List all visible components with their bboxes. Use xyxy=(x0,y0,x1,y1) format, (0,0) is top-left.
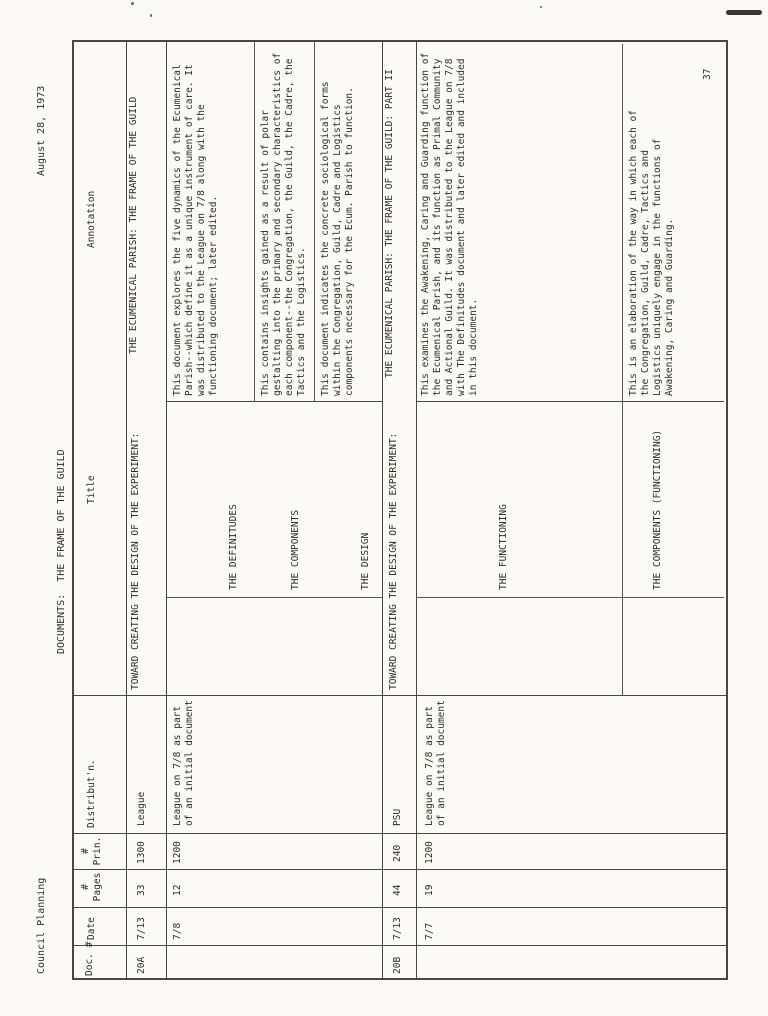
row-annotation: This document explores the five dynamics of the Ecumenical Parish--which define it as a unique instrument of care. It was distributed to the League on 7/8 along with the functioning document; later edited. xyxy=(172,64,219,396)
row-title: THE FUNCTIONING xyxy=(498,504,509,590)
scan-speck xyxy=(726,10,762,15)
doc-date: 7/13 xyxy=(392,917,403,940)
doc-number: 20B xyxy=(392,956,403,974)
doc-printed: 1300 xyxy=(136,841,147,864)
col-doc-header: Doc. # xyxy=(84,941,95,976)
col-prin-header: # Prin. xyxy=(80,836,103,866)
col-title-header: Title xyxy=(86,475,97,504)
row-title: THE COMPONENTS (FUNCTIONING) xyxy=(652,429,663,590)
sub-distribution: League on 7/8 as part of an initial document xyxy=(424,700,447,826)
col-pages-header: # Pages xyxy=(80,872,103,902)
sub-pages: 19 xyxy=(424,884,435,896)
section-heading-annotation: THE ECUMENICAL PARISH: THE FRAME OF THE GUILD xyxy=(128,96,139,354)
org-label: Council Planning xyxy=(36,877,47,974)
page-number: 37 xyxy=(702,68,713,80)
row-title: THE DEFINITUDES xyxy=(228,504,239,590)
doc-distribution: League xyxy=(136,791,147,826)
row-title: THE COMPONENTS xyxy=(290,509,301,590)
doc-date: 7/13 xyxy=(136,917,147,940)
doc-pages: 44 xyxy=(392,884,403,896)
section-heading-title: TOWARD CREATING THE DESIGN OF THE EXPERIMENT: xyxy=(388,432,399,690)
col-date-header: Date xyxy=(86,917,97,940)
sub-pages: 12 xyxy=(172,884,183,896)
row-annotation: This document indicates the concrete sociological forms within the Congregation, Guild, Cadre and Logistics components necessary for the Ecum. Parish to function. xyxy=(320,81,355,396)
doc-distribution: PSU xyxy=(392,808,403,826)
sub-printed: 1200 xyxy=(172,841,183,864)
document-date: August 28, 1973 xyxy=(36,85,47,176)
section-heading-title: TOWARD CREATING THE DESIGN OF THE EXPERIMENT: xyxy=(130,432,141,690)
section-heading-annotation: THE ECUMENICAL PARISH: THE FRAME OF THE GUILD: PART II xyxy=(384,69,395,378)
sub-date: 7/8 xyxy=(172,922,183,940)
col-distrib-header: Distribut'n. xyxy=(86,759,97,828)
row-annotation: This contains insights gained as a result of polar gestalting into the primary and secondary characteristics of each component--the Congregation, the Guild, the Cadre, the Tactics and the Logistics. xyxy=(260,52,307,396)
doc-number: 20A xyxy=(136,956,147,974)
doc-printed: 240 xyxy=(392,844,403,862)
row-title: THE DESIGN xyxy=(360,532,371,590)
rotated-document xyxy=(32,36,732,984)
scan-speck xyxy=(131,2,134,5)
row-annotation: This examines the Awakening, Caring and Guarding function of the Ecumenical Parish, and its function as Primal Community and Actional Guild. It was distributed to the League on 7/8 with The Definitudes document and later edited and included in this document. xyxy=(420,52,479,396)
scan-speck xyxy=(150,14,152,17)
document-title: DOCUMENTS: THE FRAME OF THE GUILD xyxy=(56,449,67,654)
col-annotation-header: Annotation xyxy=(86,190,97,248)
sub-printed: 1200 xyxy=(424,841,435,864)
row-annotation: This is an elaboration of the way in which each of the Congregation, Guild, Cadre, Tactics and Logistics uniquely engage in the functions of Awakening, Caring and Guarding. xyxy=(628,110,675,396)
doc-pages: 33 xyxy=(136,884,147,896)
scan-speck xyxy=(540,6,542,8)
sub-distribution: League on 7/8 as part of an initial document xyxy=(172,700,195,826)
sub-date: 7/7 xyxy=(424,922,435,940)
